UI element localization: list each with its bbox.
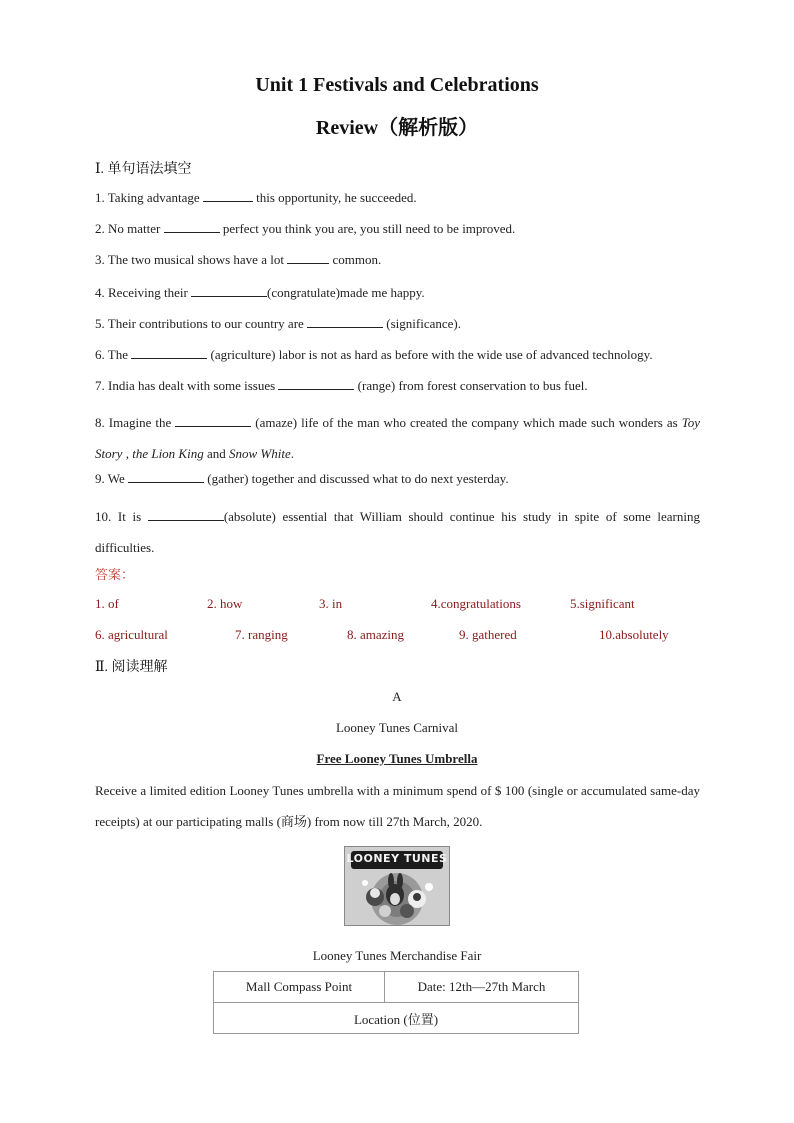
table-cell-mall: Mall Compass Point	[214, 972, 385, 1003]
answer-item: 9. gathered	[459, 627, 517, 642]
question-5: 5. Their contributions to our country are (significance).	[95, 316, 462, 331]
answer-blank	[175, 414, 251, 427]
answer-item: 3. in	[319, 596, 343, 611]
answer-blank	[191, 284, 267, 297]
question-3: 3. The two musical shows have a lot common.	[95, 252, 382, 267]
question-6: 6. The (agriculture) labor is not as hard as before with the wide use of advanced technology.	[95, 347, 653, 362]
table-cell-location: Location (位置)	[214, 1003, 579, 1034]
question-8: 8. Imagine the (amaze) life of the man who created the company which made such wonders as Toy Story , the Lion King and Snow White.	[95, 415, 700, 461]
question-1: 1. Taking advantage this opportunity, he succeeded.	[95, 190, 417, 205]
answers-label: 答案：	[95, 567, 135, 582]
answer-item: 1. of	[95, 596, 119, 611]
answer-item: 7. ranging	[235, 627, 288, 642]
question-9: 9. We (gather) together and discussed what to do next yesterday.	[95, 471, 509, 486]
document-title: Unit 1 Festivals and Celebrations	[255, 74, 539, 96]
answer-item: 2. how	[207, 596, 243, 611]
answer-item: 5.significant	[570, 596, 635, 611]
answer-blank	[307, 315, 383, 328]
cartoon-characters-icon	[345, 847, 449, 925]
passage-title: Looney Tunes Carnival	[335, 720, 459, 735]
fair-title: Looney Tunes Merchandise Fair	[312, 948, 482, 963]
answer-blank	[278, 377, 354, 390]
offer-paragraph: Receive a limited edition Looney Tunes umbrella with a minimum spend of $ 100 (single or accumulated same-day receipts) at our participating malls (商场) from now till 27th March, 2020.	[95, 783, 700, 829]
answer-blank	[131, 346, 207, 359]
answer-blank	[128, 470, 204, 483]
section-heading-grammar: Ⅰ. 单句语法填空	[95, 162, 192, 177]
answer-blank	[203, 189, 253, 202]
table-row	[214, 1003, 579, 1034]
passage-letter: A	[392, 689, 402, 704]
section-heading-reading: Ⅱ. 阅读理解	[95, 660, 168, 675]
question-7: 7. India has dealt with some issues (range) from forest conservation to bus fuel.	[95, 378, 588, 393]
table-row	[214, 972, 579, 1003]
table-cell-date: Date: 12th—27th March	[385, 972, 579, 1003]
answer-blank	[148, 508, 224, 521]
question-10: 10. It is (absolute) essential that William should continue his study in spite of some learning difficulties.	[95, 509, 700, 555]
answer-item: 6. agricultural	[95, 627, 168, 642]
answer-blank	[164, 220, 220, 233]
question-4: 4. Receiving their (congratulate)made me happy.	[95, 285, 425, 300]
looney-tunes-logo-image	[344, 846, 450, 926]
document-subtitle: Review（解析版）	[315, 117, 479, 139]
answer-item: 10.absolutely	[599, 627, 669, 642]
question-2: 2. No matter perfect you think you are, you still need to be improved.	[95, 221, 516, 236]
answer-item: 4.congratulations	[431, 596, 521, 611]
logo-text: LOONEY TUNES	[346, 852, 448, 865]
answer-blank	[287, 251, 329, 264]
answer-item: 8. amazing	[347, 627, 405, 642]
fair-table	[213, 971, 579, 1034]
offer-title: Free Looney Tunes Umbrella	[316, 751, 478, 766]
